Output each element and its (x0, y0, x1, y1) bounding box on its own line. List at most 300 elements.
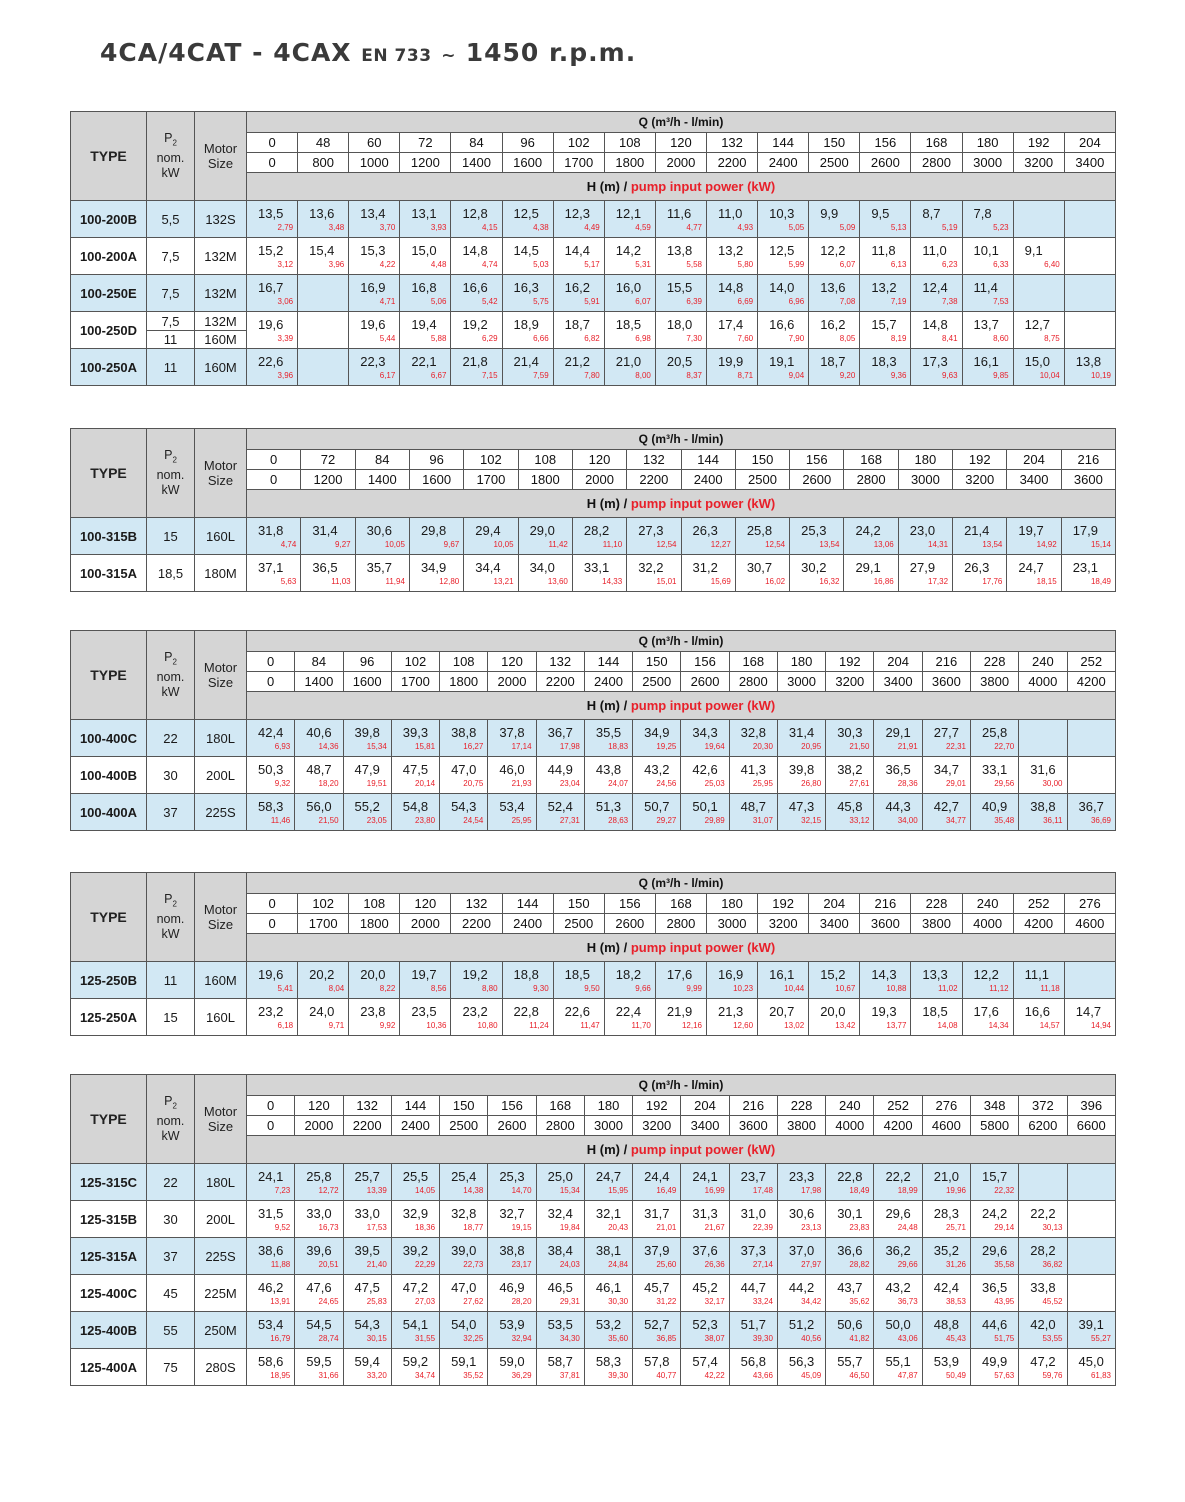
head-value: 48,8 (933, 1317, 960, 1332)
power-value: 6,23 (941, 260, 958, 269)
power-value: 29,31 (559, 1297, 580, 1306)
head-value: 31,4 (788, 725, 815, 740)
rated-power: 55 (147, 1312, 195, 1349)
power-value: 4,59 (635, 223, 651, 232)
performance-cell (655, 238, 706, 275)
performance-cell (391, 1275, 439, 1312)
power-value: 14,34 (988, 1021, 1009, 1030)
head-value: 21,0 (933, 1169, 960, 1184)
rated-power: 37 (147, 1238, 195, 1275)
performance-cell (735, 518, 789, 555)
head-value: 19,2 (462, 317, 488, 332)
motor-size: 132M (195, 275, 247, 312)
head-value: 59,1 (451, 1354, 477, 1369)
flow-lmin-value: 3400 (874, 672, 922, 692)
power-value: 24,84 (608, 1260, 629, 1269)
nom-label: nom. (156, 669, 185, 684)
performance-cell (488, 1238, 536, 1275)
flow-m3h-value: 240 (1019, 652, 1067, 672)
flow-lmin-value: 1600 (343, 672, 391, 692)
flow-lmin-value: 2000 (295, 1116, 343, 1136)
head-value: 37,6 (692, 1243, 718, 1258)
performance-cell (970, 1201, 1018, 1238)
power-value: 5,41 (277, 984, 294, 993)
flow-m3h-value: 144 (502, 894, 553, 914)
performance-cell (451, 999, 502, 1036)
flow-lmin-value: 2800 (536, 1116, 584, 1136)
performance-cell (488, 1201, 536, 1238)
performance-cell (440, 794, 488, 831)
power-value: 3,06 (277, 297, 294, 306)
performance-cell (681, 1349, 729, 1386)
flow-lmin-value: 4200 (1067, 672, 1115, 692)
head-value: 37,0 (788, 1243, 815, 1258)
power-value: 6,66 (533, 334, 549, 343)
head-value: 30,6 (788, 1206, 815, 1221)
performance-cell (440, 1349, 488, 1386)
flow-m3h-value: 252 (874, 1096, 922, 1116)
performance-table (70, 428, 1116, 592)
performance-cell (295, 1164, 343, 1201)
power-value: 39,30 (608, 1371, 629, 1380)
head-value: 52,7 (644, 1317, 670, 1332)
performance-cell (343, 1275, 391, 1312)
performance-cell (295, 1349, 343, 1386)
flow-lmin-value: 1600 (502, 153, 553, 173)
head-power-header (247, 934, 1116, 962)
power-value: 14,33 (602, 577, 623, 586)
head-value: 17,4 (717, 317, 744, 332)
power-value: 29,27 (656, 816, 677, 825)
flow-lmin-value: 2200 (343, 1116, 391, 1136)
head-power-header (247, 692, 1116, 720)
performance-cell (604, 962, 655, 999)
performance-cell (729, 794, 777, 831)
power-value: 13,39 (366, 1186, 387, 1195)
rated-power: 11 (147, 349, 195, 386)
flow-lmin-value: 4600 (1064, 914, 1115, 934)
power-value: 10,05 (384, 540, 405, 549)
power-value: 55,27 (1090, 1334, 1111, 1343)
performance-cell (1019, 1201, 1067, 1238)
power-value: 3,93 (430, 223, 447, 232)
head-value: 9,1 (1024, 243, 1043, 258)
head-value: 38,8 (451, 725, 477, 740)
head-value: 50,0 (885, 1317, 911, 1332)
head-value: 23,2 (258, 1004, 284, 1019)
performance-cell (809, 962, 860, 999)
head-value: 54,3 (354, 1317, 380, 1332)
power-value: 9,85 (993, 371, 1009, 380)
power-value: 5,09 (839, 223, 856, 232)
performance-cell (809, 238, 860, 275)
motor-size: 180L (195, 720, 247, 757)
head-value: 46,2 (258, 1280, 284, 1295)
performance-cell (298, 962, 349, 999)
performance-cell (633, 1201, 681, 1238)
flow-m3h-value: 168 (655, 894, 706, 914)
power-value: 21,91 (897, 742, 918, 751)
power-value: 16,86 (873, 577, 894, 586)
pump-type: 125-250B (71, 962, 147, 999)
performance-cell (953, 518, 1007, 555)
performance-cell (488, 1349, 536, 1386)
power-value: 7,38 (941, 297, 958, 306)
performance-cell (922, 757, 970, 794)
flow-m3h-value: 108 (518, 450, 572, 470)
page-title (100, 38, 636, 67)
performance-cell (777, 720, 825, 757)
head-value: 16,1 (973, 354, 999, 369)
power-value: 33,20 (366, 1371, 387, 1380)
flow-lmin-value: 800 (298, 153, 349, 173)
head-value: 34,0 (529, 560, 555, 575)
power-value: 7,30 (686, 334, 702, 343)
flow-lmin-value: 2600 (790, 470, 844, 490)
head-value: 12,3 (564, 206, 590, 221)
performance-cell (809, 999, 860, 1036)
head-value: 55,1 (885, 1354, 911, 1369)
flow-m3h-value: 96 (502, 133, 553, 153)
head-value: 47,3 (788, 799, 815, 814)
power-value: 14,05 (415, 1186, 436, 1195)
performance-cell (970, 1349, 1018, 1386)
performance-cell (922, 1238, 970, 1275)
head-value: 11,6 (666, 206, 692, 221)
power-value: 30,30 (608, 1297, 629, 1306)
performance-cell (633, 720, 681, 757)
performance-table (70, 630, 1116, 831)
head-value: 51,7 (740, 1317, 766, 1332)
performance-cell (349, 312, 400, 349)
head-value: 42,4 (258, 725, 284, 740)
flow-lmin-value: 2400 (758, 153, 809, 173)
head-value: 13,2 (717, 243, 744, 258)
power-value: 12,54 (765, 540, 786, 549)
power-value: 22,29 (415, 1260, 436, 1269)
performance-cell (343, 1238, 391, 1275)
head-value: 16,9 (360, 280, 386, 295)
head-value: 40,6 (306, 725, 332, 740)
pump-type: 100-250A (71, 349, 147, 386)
head-value: 12,7 (1024, 317, 1050, 332)
head-value: 34,9 (644, 725, 670, 740)
head-value: 15,4 (309, 243, 335, 258)
performance-cell (1067, 794, 1115, 831)
head-value: 29,6 (981, 1243, 1008, 1258)
performance-cell (970, 757, 1018, 794)
flow-m3h-value: 228 (911, 894, 962, 914)
flow-m3h-value: 150 (735, 450, 789, 470)
flow-lmin-value: 2200 (451, 914, 502, 934)
performance-cell (922, 1201, 970, 1238)
power-value: 43,06 (897, 1334, 918, 1343)
empty-cell (1064, 275, 1115, 312)
performance-cell (1019, 757, 1067, 794)
power-label: pump input power (kW) (630, 179, 776, 194)
power-value: 12,72 (318, 1186, 339, 1195)
power-value: 40,77 (656, 1371, 677, 1380)
head-value: 53,4 (499, 799, 525, 814)
head-value: 25,3 (499, 1169, 525, 1184)
head-value: 46,9 (499, 1280, 525, 1295)
head-value: 47,6 (306, 1280, 332, 1295)
power-value: 4,38 (533, 223, 549, 232)
performance-cell (970, 1238, 1018, 1275)
head-value: 14,3 (871, 967, 897, 982)
head-value: 15,2 (820, 967, 846, 982)
head-value: 13,8 (666, 243, 693, 258)
head-value: 47,0 (451, 1280, 477, 1295)
flow-m3h-value: 168 (911, 133, 962, 153)
performance-cell (400, 238, 451, 275)
flow-lmin-value: 4600 (922, 1116, 970, 1136)
flow-m3h-value: 120 (400, 894, 451, 914)
head-value: 29,1 (855, 560, 881, 575)
power-value: 13,02 (784, 1021, 805, 1030)
flow-lmin-value: 1400 (355, 470, 409, 490)
head-value: 37,8 (499, 725, 525, 740)
flow-m3h-value: 180 (706, 894, 757, 914)
power-value: 15,34 (559, 1186, 580, 1195)
performance-cell (584, 794, 632, 831)
performance-cell (970, 794, 1018, 831)
p2-subscript: 2 (172, 657, 177, 667)
power-value: 9,52 (274, 1223, 291, 1232)
head-value: 16,7 (258, 280, 284, 295)
power-value: 9,67 (443, 540, 460, 549)
flow-lmin-value: 2200 (706, 153, 757, 173)
power-value: 4,22 (379, 260, 396, 269)
power-value: 27,31 (559, 816, 580, 825)
motor-size: 160L (195, 518, 247, 555)
power-value: 16,73 (318, 1223, 339, 1232)
flow-lmin-value: 1600 (409, 470, 463, 490)
performance-cell (440, 1312, 488, 1349)
performance-cell (860, 238, 911, 275)
motor-label: Motor (203, 1104, 238, 1119)
performance-cell (633, 1238, 681, 1275)
performance-cell (488, 1312, 536, 1349)
head-value: 16,8 (411, 280, 437, 295)
performance-cell (604, 312, 655, 349)
power-value: 22,31 (945, 742, 966, 751)
performance-cell (502, 962, 553, 999)
head-value: 24,4 (644, 1169, 670, 1184)
pump-type: 100-250E (71, 275, 147, 312)
head-value: 54,3 (451, 799, 477, 814)
flow-lmin-value: 1700 (391, 672, 439, 692)
head-value: 58,6 (258, 1354, 284, 1369)
nom-label: nom. (156, 1113, 185, 1128)
power-label: pump input power (kW) (630, 1142, 776, 1157)
power-value: 17,98 (801, 1186, 822, 1195)
flow-lmin-value: 3800 (970, 672, 1018, 692)
head-value: 22,2 (1030, 1206, 1056, 1221)
rated-power: 22 (147, 1164, 195, 1201)
performance-cell (758, 238, 809, 275)
power-value: 13,54 (982, 540, 1003, 549)
head-value: 22,2 (885, 1169, 911, 1184)
flow-lmin-value: 3000 (706, 914, 757, 934)
head-value: 45,8 (837, 799, 863, 814)
head-value: 21,4 (513, 354, 539, 369)
pump-type: 100-315A (71, 555, 147, 592)
head-label: H (m) / (586, 1142, 631, 1157)
power-value: 40,56 (801, 1334, 822, 1343)
pump-type: 125-400B (71, 1312, 147, 1349)
head-value: 13,6 (309, 206, 335, 221)
title-speed: 1450 r.p.m. (465, 38, 637, 67)
power-value: 5,31 (635, 260, 651, 269)
flow-lmin-value: 3200 (826, 672, 874, 692)
head-value: 43,2 (885, 1280, 911, 1295)
power-value: 29,14 (994, 1223, 1015, 1232)
performance-cell (295, 1201, 343, 1238)
head-value: 22,8 (837, 1169, 863, 1184)
power-value: 16,49 (656, 1186, 677, 1195)
head-value: 24,2 (855, 523, 881, 538)
motor-size: 200L (195, 1201, 247, 1238)
head-value: 39,3 (402, 725, 429, 740)
motor-size (195, 312, 247, 349)
table-row (71, 238, 1116, 275)
flow-lmin-value: 3200 (758, 914, 809, 934)
head-value: 22,6 (564, 1004, 590, 1019)
flow-lmin-value: 4200 (1013, 914, 1064, 934)
performance-cell (451, 275, 502, 312)
table-row (71, 794, 1116, 831)
head-power-header (247, 1136, 1116, 1164)
performance-cell (440, 1275, 488, 1312)
empty-cell (1013, 275, 1064, 312)
flow-m3h-value: 192 (633, 1096, 681, 1116)
flow-lmin-value: 0 (247, 470, 301, 490)
head-value: 46,1 (595, 1280, 622, 1295)
power-value: 16,99 (704, 1186, 725, 1195)
head-value: 20,0 (360, 967, 386, 982)
flow-lmin-value: 2500 (809, 153, 860, 173)
head-value: 54,1 (402, 1317, 429, 1332)
head-value: 28,2 (1030, 1243, 1056, 1258)
power-value: 18,49 (849, 1186, 870, 1195)
performance-cell (553, 312, 604, 349)
power-value: 9,27 (335, 540, 351, 549)
head-value: 48,7 (306, 762, 332, 777)
power-value: 21,93 (511, 779, 532, 788)
performance-cell (604, 349, 655, 386)
flow-header: Q (m³/h - l/min) (247, 429, 1116, 450)
flow-m3h-value: 120 (655, 133, 706, 153)
flow-lmin-value: 3600 (1061, 470, 1115, 490)
performance-cell (247, 349, 298, 386)
performance-cell (391, 1238, 439, 1275)
power-value: 29,56 (994, 779, 1015, 788)
power-value: 8,22 (379, 984, 396, 993)
power-value: 29,01 (945, 779, 966, 788)
performance-cell (874, 1275, 922, 1312)
power-value: 11,18 (1040, 984, 1060, 993)
flow-header: Q (m³/h - l/min) (247, 631, 1116, 652)
flow-lmin-value: 3200 (1013, 153, 1064, 173)
head-value: 22,4 (615, 1004, 642, 1019)
flow-lmin-value: 3400 (809, 914, 860, 934)
head-value: 25,8 (981, 725, 1008, 740)
head-value: 38,1 (595, 1243, 622, 1258)
head-value: 16,1 (769, 967, 795, 982)
performance-cell (247, 1238, 295, 1275)
performance-cell (536, 1349, 584, 1386)
performance-cell (922, 1164, 970, 1201)
performance-cell (962, 999, 1013, 1036)
head-value: 36,6 (837, 1243, 863, 1258)
performance-cell (295, 1238, 343, 1275)
power-header (147, 631, 195, 720)
head-value: 39,1 (1078, 1317, 1104, 1332)
performance-cell (488, 1164, 536, 1201)
performance-cell (247, 238, 298, 275)
power-value: 24,48 (897, 1223, 918, 1232)
power-header (147, 429, 195, 518)
flow-m3h-value: 132 (343, 1096, 391, 1116)
performance-cell (400, 962, 451, 999)
performance-cell (391, 1164, 439, 1201)
head-value: 16,9 (717, 967, 744, 982)
performance-cell (777, 1275, 825, 1312)
power-value: 6,33 (993, 260, 1009, 269)
performance-cell (1013, 962, 1064, 999)
power-value: 22,73 (463, 1260, 484, 1269)
head-value: 47,2 (1030, 1354, 1056, 1369)
power-value: 14,70 (511, 1186, 532, 1195)
performance-cell (826, 1238, 874, 1275)
performance-cell (464, 555, 518, 592)
rated-power: 22 (147, 720, 195, 757)
flow-m3h-value: 144 (584, 652, 632, 672)
power-value: 11,94 (385, 577, 405, 586)
power-value: 23,80 (415, 816, 436, 825)
head-value: 35,5 (595, 725, 622, 740)
power-value: 8,75 (1044, 334, 1060, 343)
head-value: 53,5 (547, 1317, 573, 1332)
head-value: 33,1 (981, 762, 1008, 777)
rated-power (147, 312, 195, 349)
flow-lmin-value: 2800 (655, 914, 706, 934)
rated-power: 45 (147, 1275, 195, 1312)
flow-lmin-value: 2400 (391, 1116, 439, 1136)
flow-m3h-value: 0 (247, 652, 295, 672)
power-value: 8,00 (635, 371, 651, 380)
head-value: 24,7 (1018, 560, 1044, 575)
head-value: 18,3 (871, 354, 897, 369)
rated-power: 5,5 (147, 201, 195, 238)
head-value: 13,6 (820, 280, 846, 295)
p2-subscript: 2 (172, 455, 177, 465)
flow-m3h-value: 276 (922, 1096, 970, 1116)
power-value: 4,71 (379, 297, 396, 306)
performance-cell (681, 794, 729, 831)
head-value: 17,6 (973, 1004, 999, 1019)
performance-cell (826, 757, 874, 794)
table-row (71, 1201, 1116, 1238)
power-value: 6,40 (1044, 260, 1060, 269)
head-value: 15,3 (360, 243, 386, 258)
power-value: 20,14 (415, 779, 436, 788)
head-value: 14,8 (717, 280, 744, 295)
performance-cell (400, 201, 451, 238)
head-value: 29,0 (529, 523, 555, 538)
performance-cell (777, 1312, 825, 1349)
